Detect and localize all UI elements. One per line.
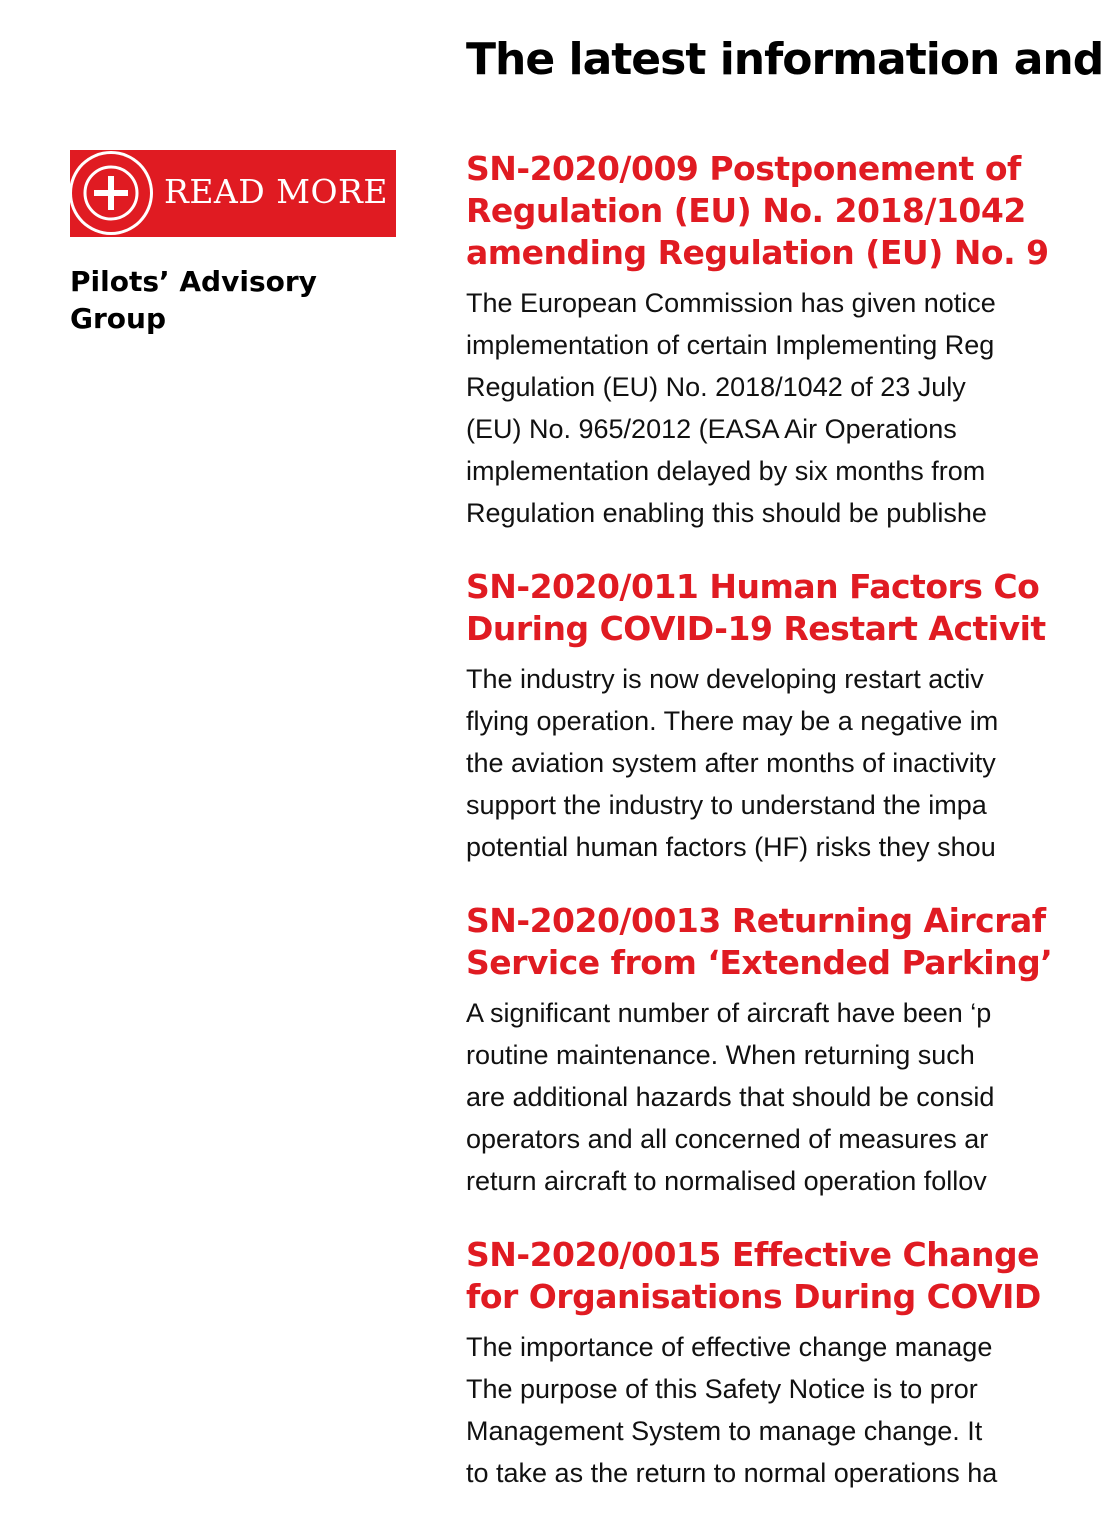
plus-badge — [72, 154, 150, 232]
article-summary-line: The importance of effective change manage — [466, 1332, 993, 1362]
article-summary-line: routine maintenance. When returning such — [466, 1040, 975, 1070]
article-title-line: SN-2020/009 Postponement of — [466, 149, 1021, 188]
article-title-line: SN-2020/011 Human Factors Co — [466, 567, 1040, 606]
article-title-line: Regulation (EU) No. 2018/1042 — [466, 191, 1026, 230]
article-summary — [466, 282, 1024, 534]
article-title-line: for Organisations During COVID — [466, 1277, 1041, 1316]
sidebar — [70, 150, 400, 337]
article-summary-line: The purpose of this Safety Notice is to pror — [466, 1374, 978, 1404]
article-summary-line: The European Commission has given notice — [466, 288, 996, 318]
read-more-button[interactable] — [70, 150, 396, 237]
article-title-link[interactable] — [466, 148, 1049, 274]
article-title-line: amending Regulation (EU) No. 9 — [466, 233, 1049, 272]
article-summary — [466, 992, 1024, 1202]
read-more-label: READ MORE — [164, 172, 388, 211]
article-summary-line: operators and all concerned of measures ar — [466, 1124, 989, 1154]
article-title-link[interactable] — [466, 1234, 1041, 1318]
article-summary-line: are additional hazards that should be consid — [466, 1082, 995, 1112]
article-summary-line: Regulation (EU) No. 2018/1042 of 23 July — [466, 372, 966, 402]
article-summary-line: support the industry to understand the impa — [466, 790, 987, 820]
article-summary-line: potential human factors (HF) risks they shou — [466, 832, 996, 862]
article-title-line: SN-2020/0013 Returning Aircraf — [466, 901, 1046, 940]
article-list — [466, 148, 1053, 1526]
article-title-line: During COVID-19 Restart Activit — [466, 609, 1046, 648]
article-title-link[interactable] — [466, 900, 1053, 984]
plus-icon — [82, 164, 140, 222]
article-summary-line: return aircraft to normalised operation follov — [466, 1166, 987, 1196]
article-title-line: SN-2020/0015 Effective Change — [466, 1235, 1039, 1274]
article-summary-line: the aviation system after months of inactivity — [466, 748, 996, 778]
article-title-link[interactable] — [466, 566, 1046, 650]
article-summary — [466, 658, 1024, 868]
sidebar-caption[interactable] — [70, 263, 400, 337]
article-summary-line: A significant number of aircraft have been ‘p — [466, 998, 992, 1028]
article-title-line: Service from ‘Extended Parking’ — [466, 943, 1053, 982]
article-item — [466, 1234, 1041, 1494]
article-summary-line: Management System to manage change. It — [466, 1416, 983, 1446]
article-summary-line: (EU) No. 965/2012 (EASA Air Operations — [466, 414, 957, 444]
article-item — [466, 566, 1046, 868]
page-heading: The latest information and — [466, 34, 1103, 85]
article-summary — [466, 1326, 1024, 1494]
article-summary-line: to take as the return to normal operations ha — [466, 1458, 998, 1488]
article-summary-line: The industry is now developing restart activ — [466, 664, 984, 694]
article-summary-line: Regulation enabling this should be publishe — [466, 498, 987, 528]
article-summary-line: flying operation. There may be a negative im — [466, 706, 999, 736]
article-item — [466, 148, 1049, 534]
article-item — [466, 900, 1053, 1202]
article-summary-line: implementation of certain Implementing Reg — [466, 330, 995, 360]
caption-line: Group — [70, 302, 167, 335]
article-summary-line: implementation delayed by six months from — [466, 456, 986, 486]
caption-line: Pilots’ Advisory — [70, 265, 317, 298]
